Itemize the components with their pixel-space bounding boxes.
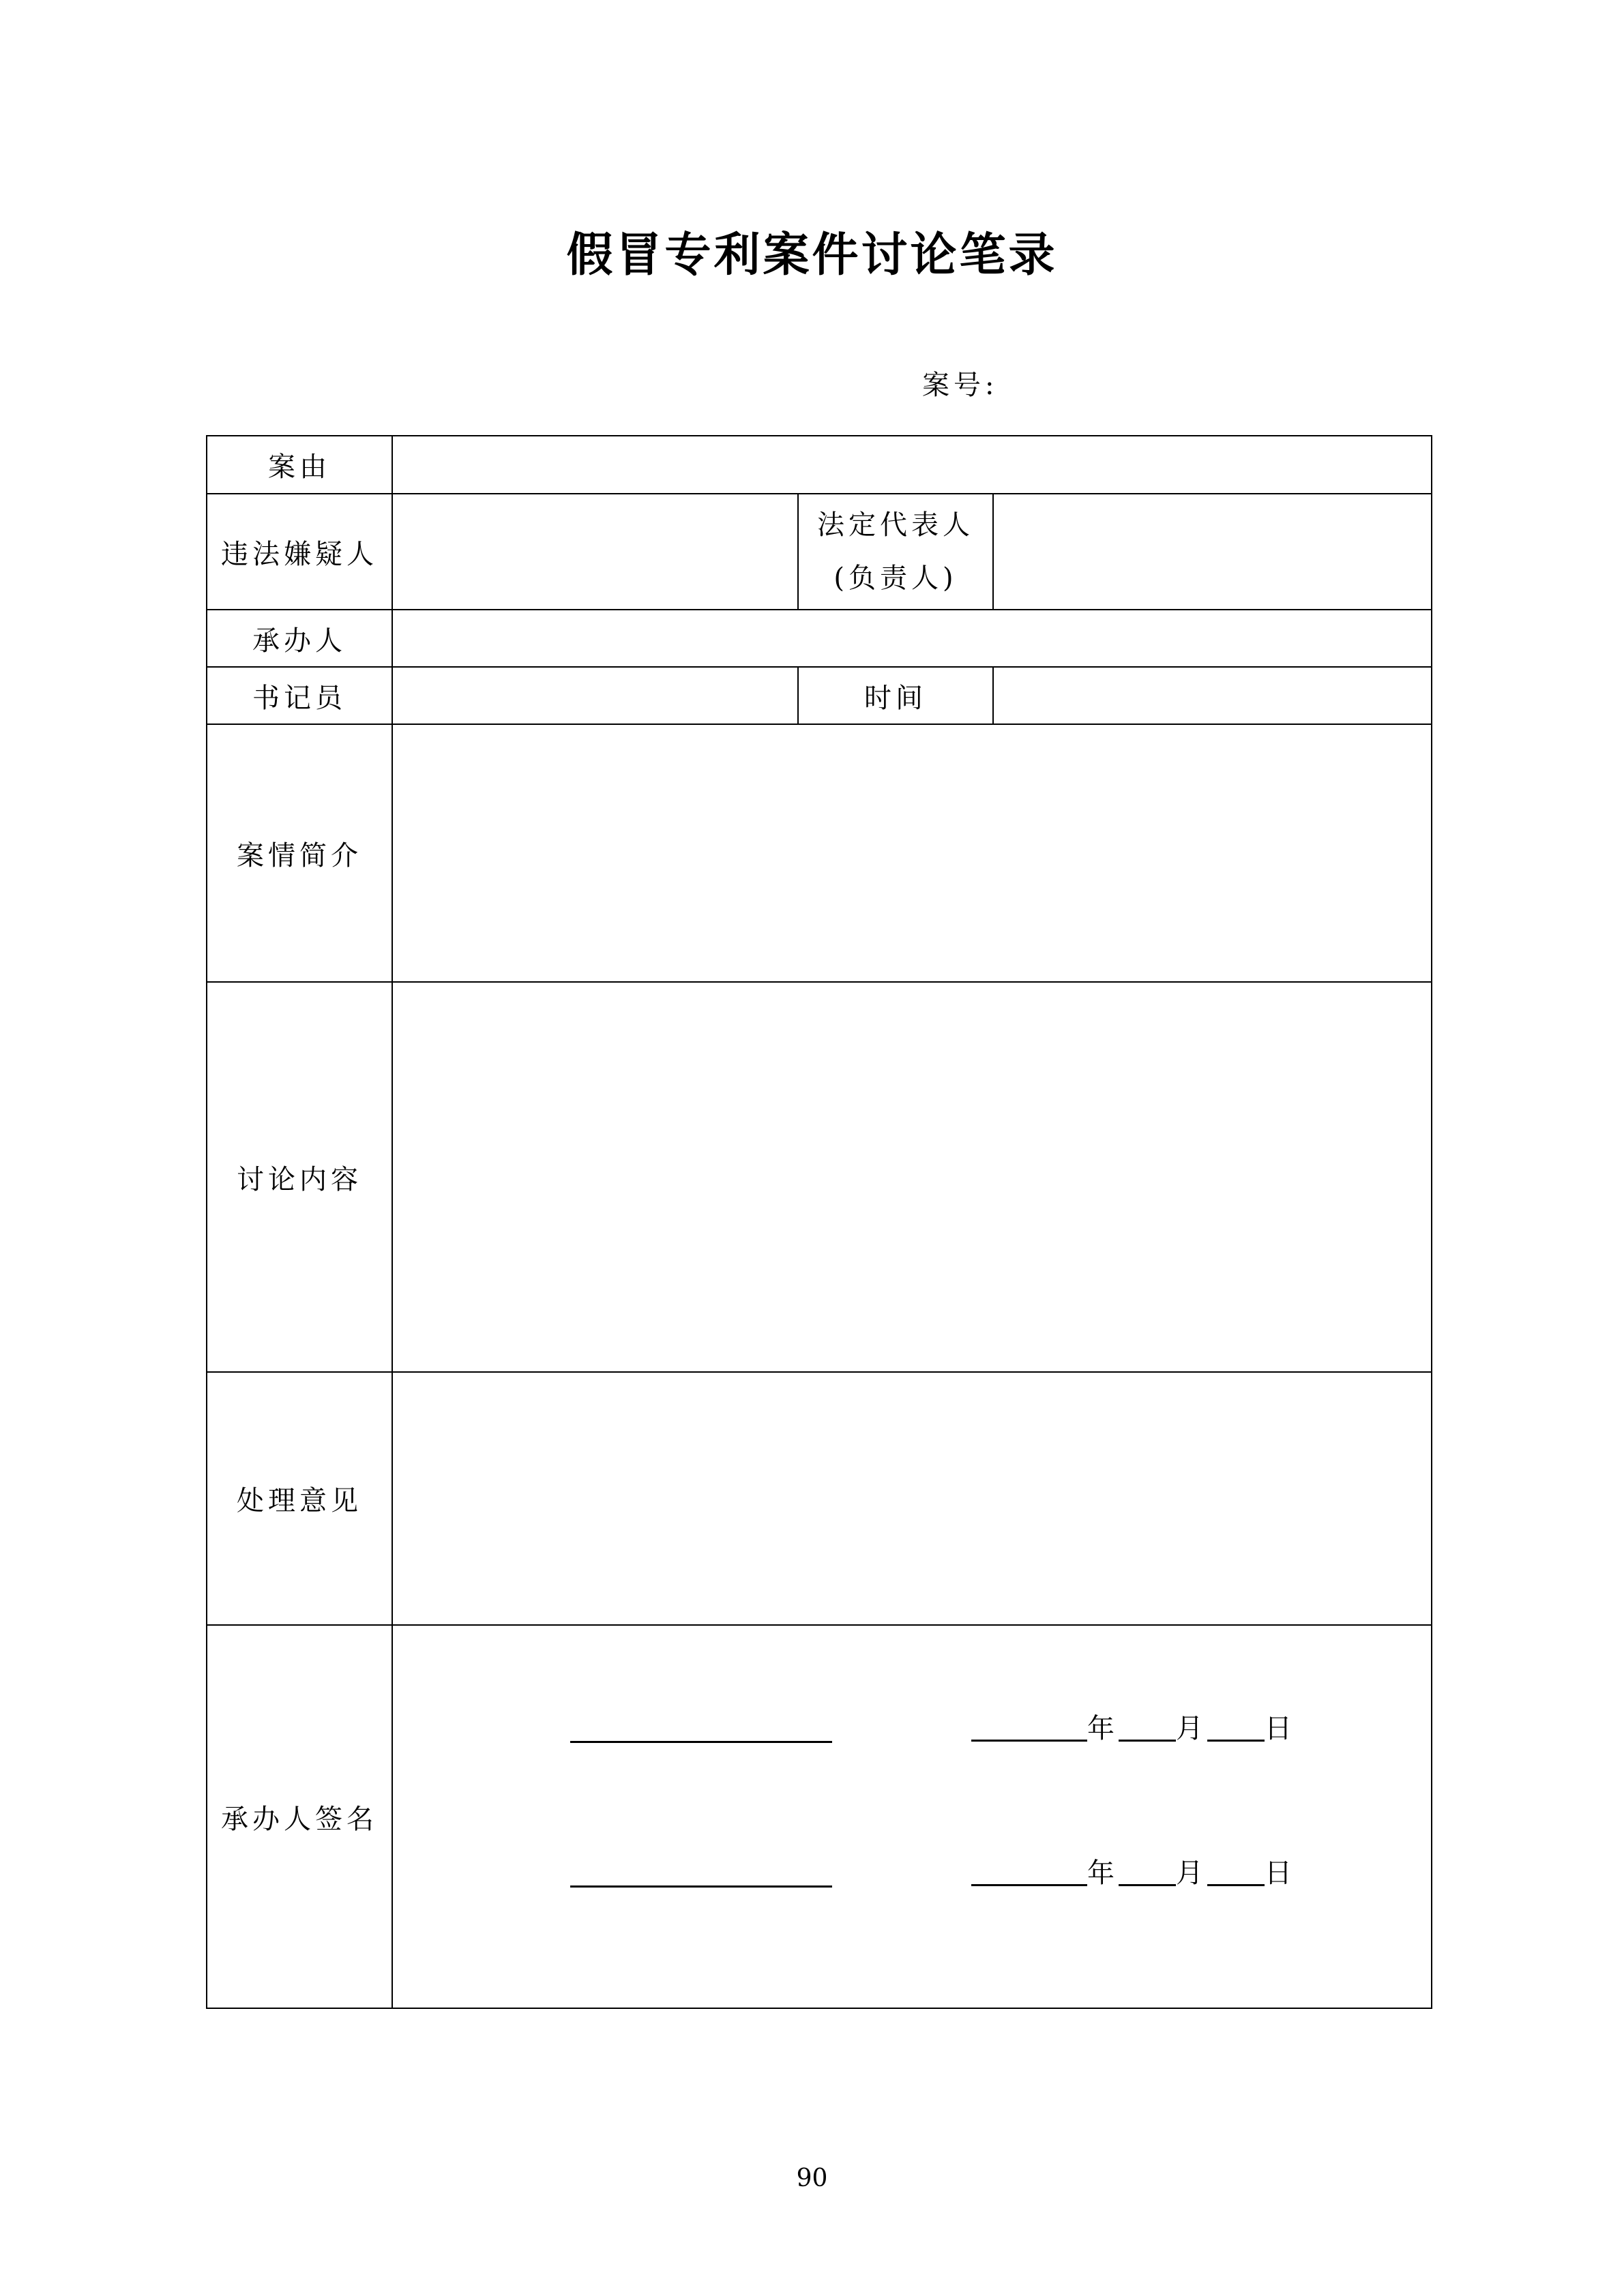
signature-area — [392, 1625, 1432, 2008]
handler-row — [207, 610, 1432, 667]
signature-date — [971, 1851, 1296, 1890]
opinion-label: 处理意见 — [207, 1372, 392, 1625]
discussion-field[interactable] — [392, 982, 1432, 1372]
case-reason-field[interactable] — [392, 436, 1432, 494]
month-blank[interactable] — [1119, 1883, 1176, 1886]
handler-label: 承办人 — [207, 610, 392, 667]
month-label: 月 — [1176, 1713, 1207, 1744]
discussion-label: 讨论内容 — [207, 982, 392, 1372]
signature-row — [207, 1625, 1432, 2008]
suspect-label: 违法嫌疑人 — [207, 494, 392, 610]
legal-representative-label — [798, 494, 993, 610]
signature-date — [971, 1707, 1296, 1746]
day-blank[interactable] — [1207, 1738, 1265, 1742]
signature-line-2 — [393, 1845, 1431, 1900]
document-title: 假冒专利案件讨论笔录 — [566, 228, 1058, 282]
signature-name-blank[interactable] — [570, 1885, 832, 1888]
day-blank[interactable] — [1207, 1883, 1265, 1886]
opinion-row — [207, 1372, 1432, 1625]
year-blank[interactable] — [971, 1883, 1087, 1886]
handler-field[interactable] — [392, 610, 1432, 667]
clerk-time-row — [207, 667, 1432, 724]
opinion-field[interactable] — [392, 1372, 1432, 1625]
day-label: 日 — [1265, 1858, 1296, 1889]
case-summary-row — [207, 724, 1432, 982]
year-label: 年 — [1087, 1858, 1119, 1889]
day-label: 日 — [1265, 1713, 1296, 1744]
year-label: 年 — [1087, 1713, 1119, 1744]
suspect-row — [207, 494, 1432, 610]
case-number-label: 案号: — [922, 370, 999, 401]
case-reason-label: 案由 — [207, 436, 392, 494]
case-summary-label: 案情简介 — [207, 724, 392, 982]
case-reason-row — [207, 436, 1432, 494]
legal-representative-label-line1: 法定代表人 — [817, 509, 974, 541]
legal-representative-label-line2: (负责人) — [833, 563, 958, 594]
discussion-record-form — [206, 435, 1432, 2009]
time-label: 时间 — [798, 667, 993, 724]
case-summary-field[interactable] — [392, 724, 1432, 982]
signature-line-1 — [393, 1701, 1431, 1755]
clerk-field[interactable] — [392, 667, 798, 724]
discussion-row — [207, 982, 1432, 1372]
handler-signature-label: 承办人签名 — [207, 1625, 392, 2008]
year-blank[interactable] — [971, 1738, 1087, 1742]
time-field[interactable] — [993, 667, 1432, 724]
legal-representative-field[interactable] — [993, 494, 1432, 610]
suspect-field[interactable] — [392, 494, 798, 610]
clerk-label: 书记员 — [207, 667, 392, 724]
month-label: 月 — [1176, 1858, 1207, 1889]
month-blank[interactable] — [1119, 1738, 1176, 1742]
page-number: 90 — [796, 2164, 828, 2192]
signature-name-blank[interactable] — [570, 1741, 832, 1743]
